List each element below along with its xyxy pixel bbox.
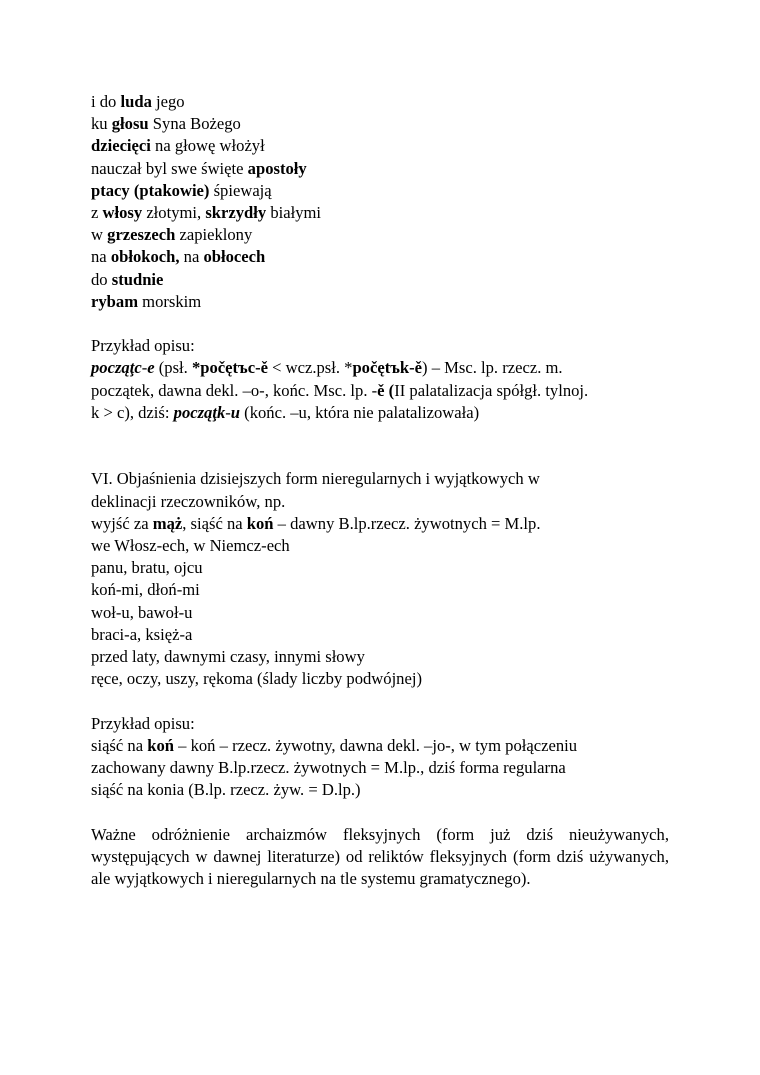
example-heading: Przykład opisu: — [91, 336, 195, 356]
description-line: zachowany dawny B.lp.rzecz. żywotnych = M.lp., dziś forma regularna — [91, 758, 566, 778]
example-line: w grzeszech zapieklony — [91, 225, 253, 245]
example-line: braci-a, księż-a — [91, 624, 193, 644]
example-description-1 — [91, 335, 669, 424]
example-description-2 — [91, 713, 669, 802]
section-vi — [91, 468, 669, 690]
example-line: na obłokoch, na obłocech — [91, 247, 266, 267]
closing-paragraph: Ważne odróżnienie archaizmów fleksyjnych (form już dziś nieużywanych, występujących w dawnej literaturze) od reliktów fleksyjnych (form dziś używanych, ale wyjątkowych i nieregularnych na tle systemu gramatycznego). — [91, 824, 669, 889]
example-heading: Przykład opisu: — [91, 713, 195, 733]
description-line: począţc-e (psł. *počętъc-ě < wcz.psł. *počętъk-ě) – Msc. lp. rzecz. m. — [91, 358, 563, 378]
example-line: woł-u, bawoł-u — [91, 602, 193, 622]
example-line: do studnie — [91, 269, 164, 289]
example-line: we Włosz-ech, w Niemcz-ech — [91, 536, 290, 556]
description-line: początek, dawna dekl. –o-, końc. Msc. lp. -ě (II palatalizacja spółgł. tylnoj. — [91, 380, 589, 400]
description-line: siąść na konia (B.lp. rzecz. żyw. = D.lp.) — [91, 780, 361, 800]
description-line: siąść na koń – koń – rzecz. żywotny, dawna dekl. –jo-, w tym połączeniu — [91, 735, 578, 755]
description-line: k > c), dziś: począţk-u (końc. –u, która nie palatalizowała) — [91, 402, 480, 422]
archaism-example-list — [91, 91, 669, 313]
section-heading: VI. Objaśnienia dzisiejszych form nieregularnych i wyjątkowych w — [91, 469, 540, 489]
example-line: ręce, oczy, uszy, rękoma (ślady liczby podwójnej) — [91, 669, 422, 689]
example-line: z włosy złotymi, skrzydły białymi — [91, 203, 322, 223]
example-line: nauczał byl swe święte apostoły — [91, 158, 307, 178]
example-line: panu, bratu, ojcu — [91, 558, 203, 578]
example-line: przed laty, dawnymi czasy, innymi słowy — [91, 647, 365, 667]
example-line: ptacy (ptakowie) śpiewają — [91, 180, 272, 200]
example-line: koń-mi, dłoń-mi — [91, 580, 200, 600]
example-line: i do luda jego — [91, 92, 185, 111]
example-line: rybam morskim — [91, 291, 202, 311]
example-line: dziecięci na głowę włożył — [91, 136, 265, 156]
example-line: wyjść za mąż, siąść na koń – dawny B.lp.rzecz. żywotnych = M.lp. — [91, 513, 541, 533]
document-body — [91, 91, 669, 890]
example-line: ku głosu Syna Bożego — [91, 114, 241, 134]
section-heading-cont: deklinacji rzeczowników, np. — [91, 491, 286, 511]
